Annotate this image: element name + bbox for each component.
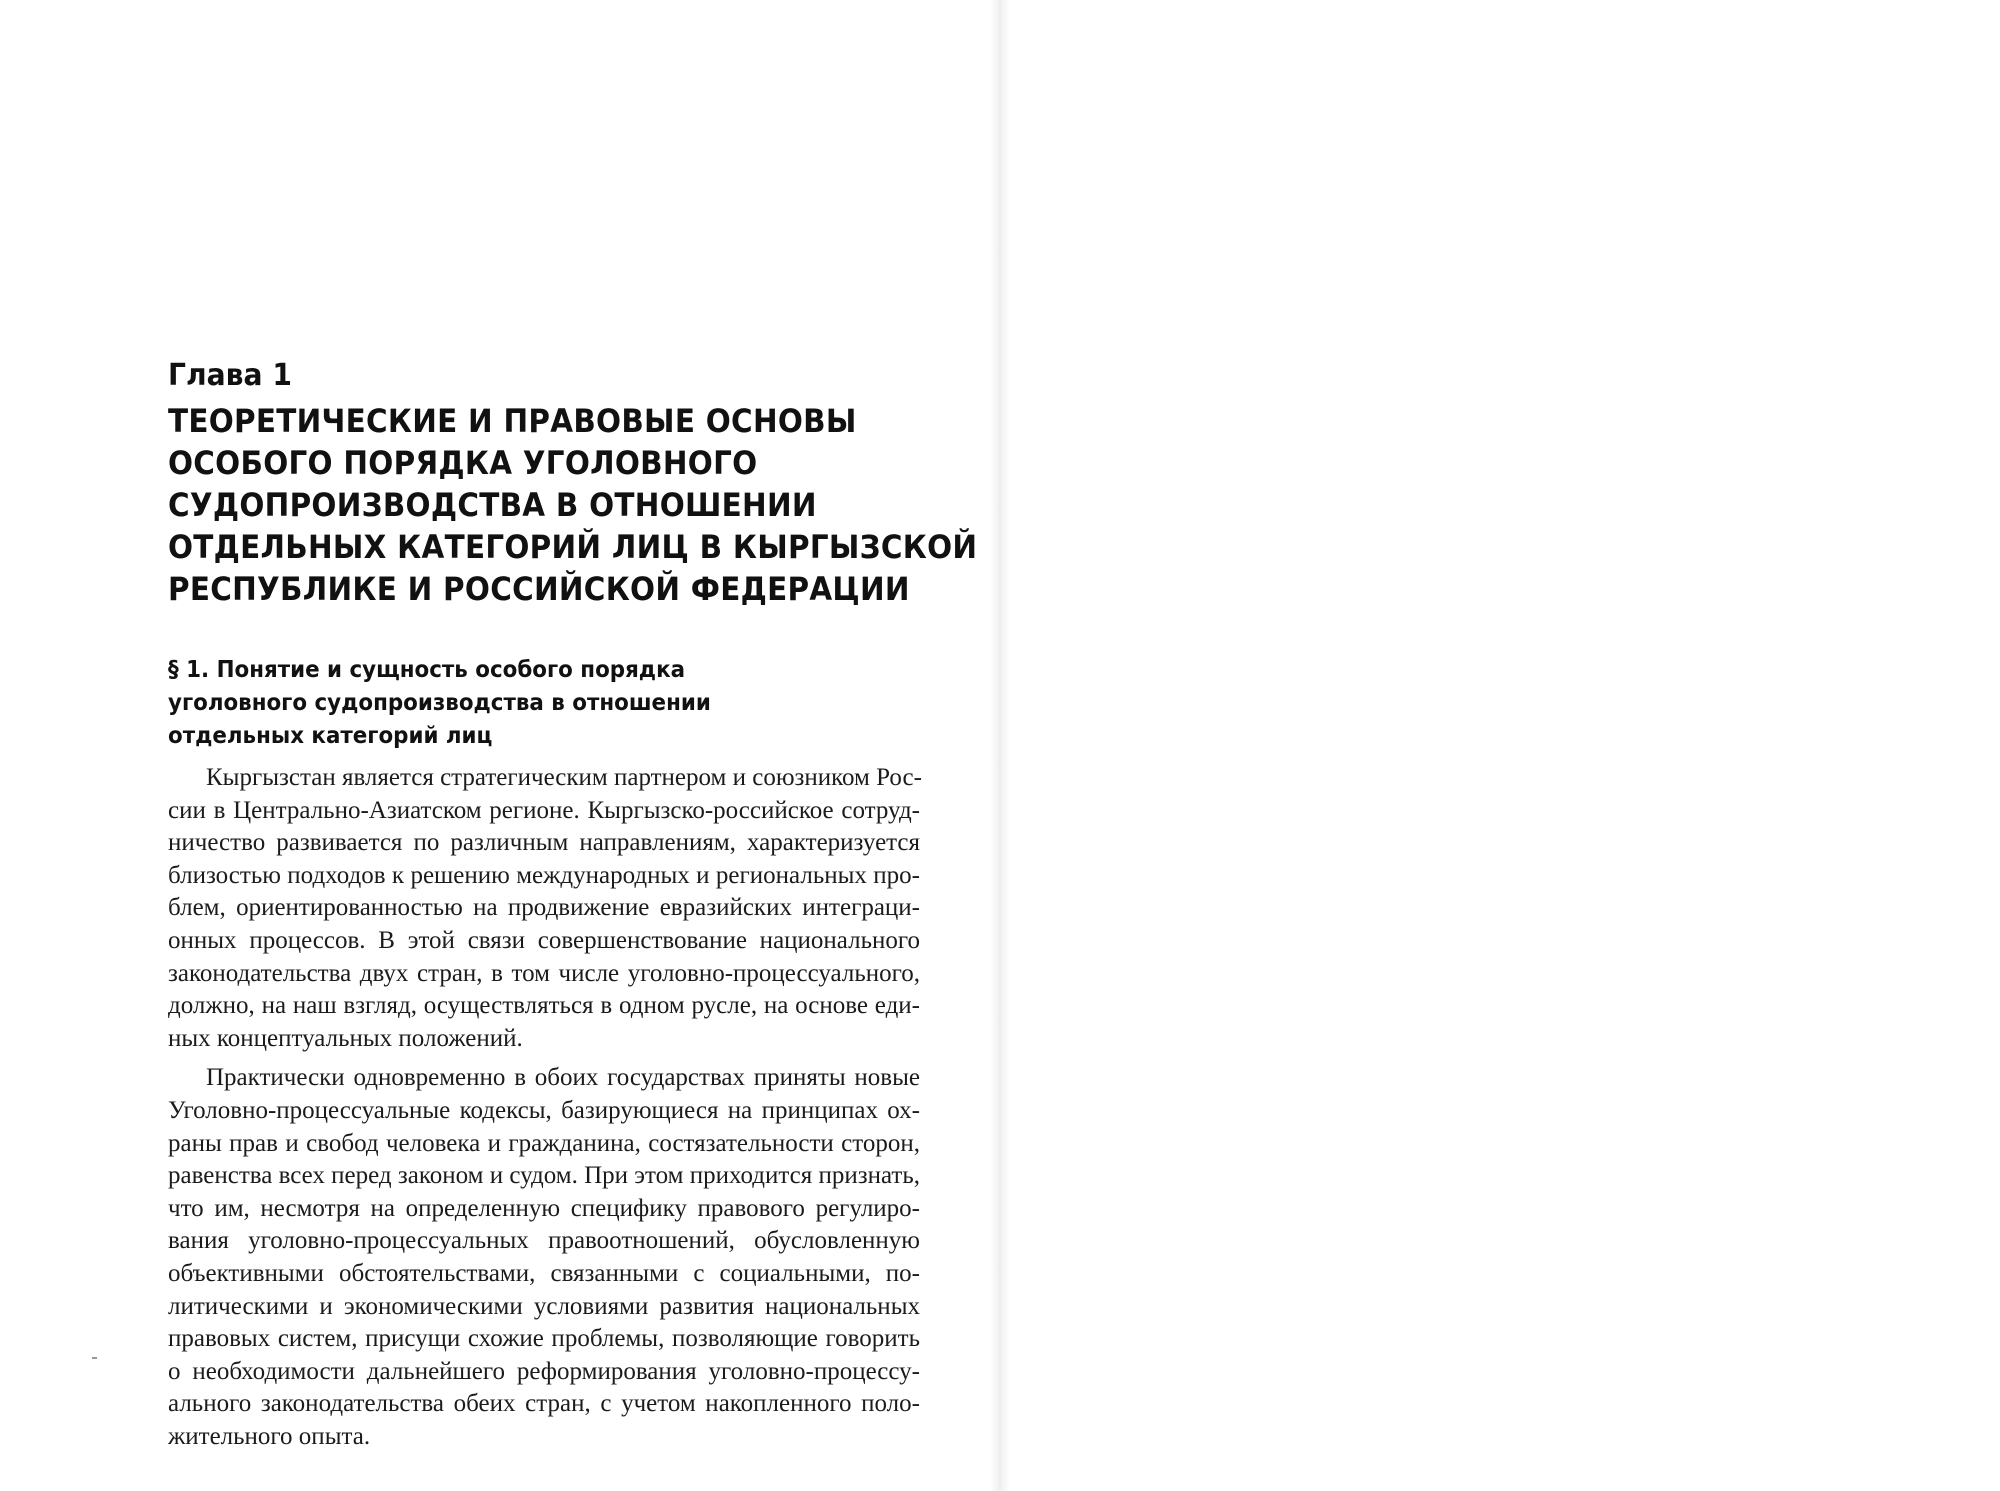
text-line: правовых систем, присущи схожие проблемы, позволяющие говорить: [168, 1325, 920, 1353]
text-line: литическими и экономическими условиями развития национальных: [168, 1292, 920, 1320]
text-line: сии в Центрально-Азиатском регионе. Кыргызско-российское сотруд-: [168, 796, 920, 824]
chapter-title: [168, 400, 978, 610]
chapter-title-line: РЕСПУБЛИКЕ И РОССИЙСКОЙ ФЕДЕРАЦИИ: [168, 570, 910, 608]
paragraph: [168, 1062, 920, 1453]
text-line: вания уголовно-процессуальных правоотношений, обусловленную: [168, 1227, 920, 1255]
chapter-label: Глава 1: [168, 358, 292, 393]
text-line: должно, на наш взгляд, осуществляться в одном русле, на основе еди-: [168, 992, 920, 1020]
text-line: объективными обстоятельствами, связанными с социальными, по-: [168, 1259, 920, 1287]
text-line: Кыргызстан является стратегическим партнером и союзником Рос-: [206, 764, 922, 791]
text-line: ального законодательства обеих стран, с учетом накопленного поло-: [168, 1390, 920, 1418]
text-line: блем, ориентированностью на продвижение евразийских интеграци-: [168, 894, 920, 922]
paragraph: [168, 762, 920, 1055]
chapter-title-line: ТЕОРЕТИЧЕСКИЕ И ПРАВОВЫЕ ОСНОВЫ: [168, 402, 857, 440]
section-title: [168, 654, 728, 753]
text-line: ничество развивается по различным направлениям, характеризуется: [168, 829, 920, 857]
text-line: равенства всех перед законом и судом. При этом приходится признать,: [168, 1162, 920, 1190]
text-line: Уголовно-процессуальные кодексы, базирующиеся на принципах ох-: [168, 1096, 920, 1124]
right-page: [1000, 0, 2000, 1491]
section-title-line: отдельных категорий лиц: [168, 723, 493, 749]
section-title-line: уголовного судопроизводства в отношении: [168, 690, 711, 716]
chapter-title-line: ОТДЕЛЬНЫХ КАТЕГОРИЙ ЛИЦ В КЫРГЫЗСКОЙ: [168, 528, 978, 566]
section-title-line: § 1. Понятие и сущность особого порядка: [168, 657, 686, 683]
text-line: жительного опыта.: [168, 1422, 371, 1450]
chapter-title-line: ОСОБОГО ПОРЯДКА УГОЛОВНОГО: [168, 444, 758, 482]
text-line: законодательства двух стран, в том числе уголовно-процессуального,: [168, 959, 920, 987]
chapter-title-line: СУДОПРОИЗВОДСТВА В ОТНОШЕНИИ: [168, 486, 817, 524]
left-body-text: [168, 762, 920, 1453]
text-line: ных концептуальных положений.: [168, 1024, 523, 1052]
text-line: что им, несмотря на определенную специфику правового регулиро-: [168, 1194, 920, 1222]
text-line: Практически одновременно в обоих государствах приняты новые: [206, 1064, 920, 1092]
margin-mark: [92, 1357, 97, 1359]
text-line: раны прав и свобод человека и гражданина, состязательности сторон,: [168, 1129, 920, 1157]
text-line: близостью подходов к решению международных и региональных про-: [168, 861, 920, 889]
text-line: онных процессов. В этой связи совершенствование национального: [168, 926, 920, 954]
text-line: о необходимости дальнейшего реформирования уголовно-процессу-: [168, 1357, 920, 1385]
